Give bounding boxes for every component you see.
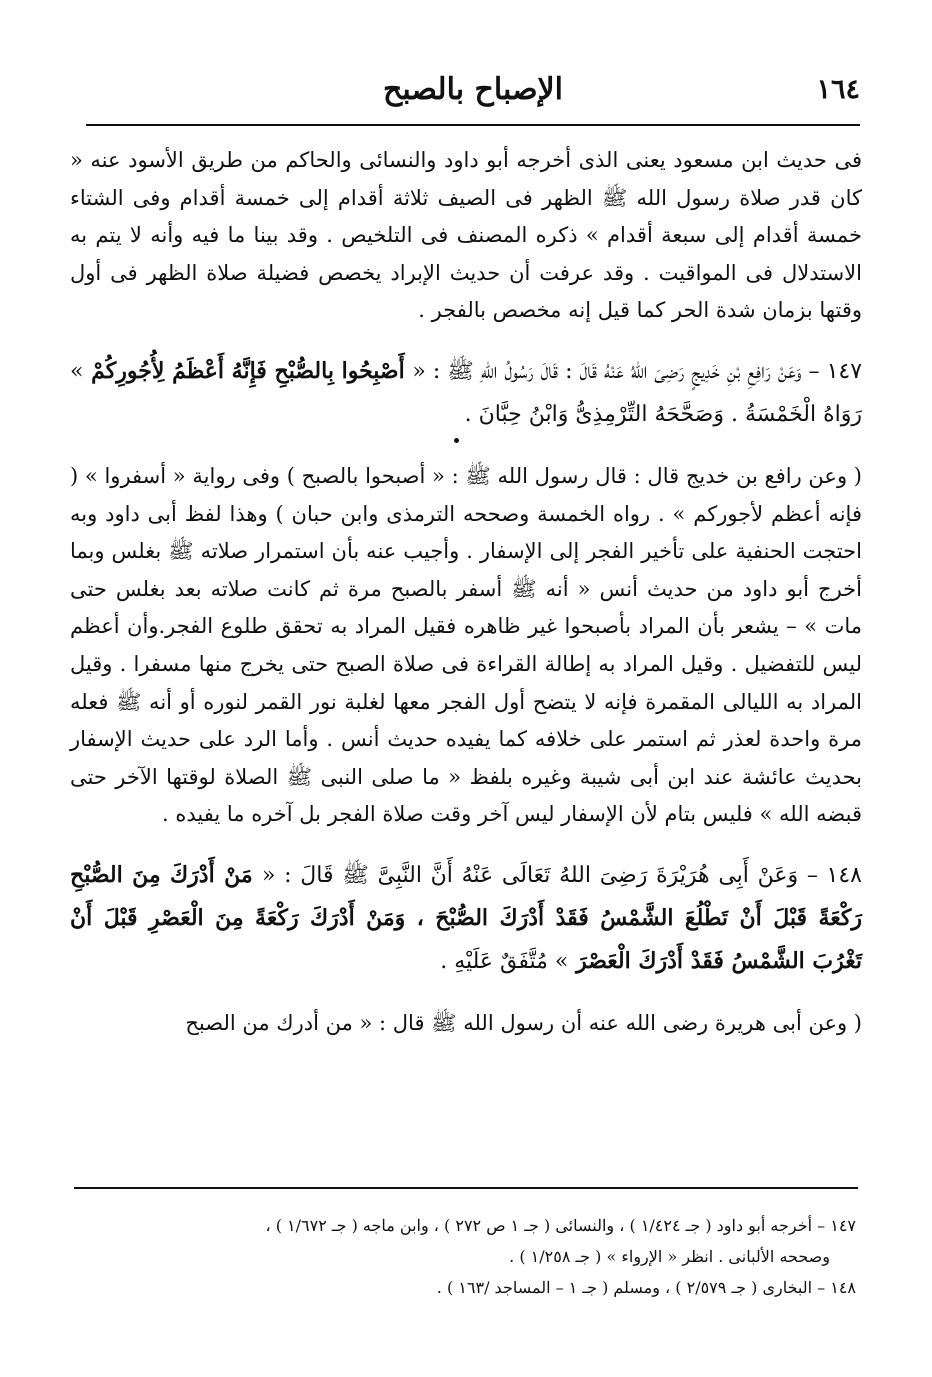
hadith-148-outro: » مُتَّفَقٌ عَلَيْهِ . bbox=[440, 948, 569, 974]
page-number: ١٦٤ bbox=[816, 74, 860, 105]
separator-dot bbox=[70, 436, 862, 458]
running-title: الإصباح بالصبح bbox=[383, 72, 563, 107]
commentary-paragraph-top: فى حديث ابن مسعود يعنى الذى أخرجه أبو داود والنسائى والحاكم من طريق الأسود عنه « كان قدر صلاة رسول الله ﷺ الظهر فى الصيف ثلاثة أقدام إلى خمسة أقدام وفى الشتاء خمسة أقدام إلى سبعة أقدام » ذكره المصنف فى التلخيص . وقد بينا ما فيه وأنه لا يتم به الاستدلال فى المواقيت . وقد عرفت أن حديث الإبراد يخصص فضيلة صلاة الظهر فى أول وقتها بزمان شدة الحر كما قيل إنه مخصص بالفجر . bbox=[70, 148, 862, 323]
footnote-148: ١٤٨ – البخارى ( جـ ٢/٥٧٩ ) ، ومسلم ( جـ ١ – المساجد /١٦٣ ) . bbox=[436, 1278, 856, 1297]
commentary-paragraph-148: ( وعن أبى هريرة رضى الله عنه أن رسول الله ﷺ قال : « من أدرك من الصبح bbox=[185, 1010, 862, 1035]
commentary-paragraph-147: ( وعن رافع بن خديج قال : قال رسول الله ﷺ : « أصبحوا بالصبح ) وفى رواية « أسفروا » ( فإنه أعظم لأجوركم » . رواه الخمسة وصححه الترمذى وابن حبان ) وهذا لفظ أبى داود وبه احتجت الحنفية على تأخير الفجر إلى الإسفار . وأجيب عنه بأن استمرار صلاته ﷺ بغلس وبما أخرج أبو داود من حديث أنس « أنه ﷺ أسفر بالصبح مرة ثم كانت صلاته بعد بغلس حتى مات » – يشعر بأن المراد بأصبحوا غير ظاهره فقيل المراد به تحقق طلوع الفجر.وأن أعظم ليس للتفضيل . وقيل المراد به إطالة القراءة فى صلاة الصبح حتى يخرج منها مسفرا . وقيل المراد به الليالى المقمرة فإنه لا يتضح أول الفجر معها لغلبة نور القمر لنوره أو أنه ﷺ فعله مرة واحدة لعذر ثم استمر على خلافه كما يفيده حديث أنس . وأما الرد على حديث الإسفار بحديث عائشة عند ابن أبى شيبة وغيره بلفظ « ما صلى النبى ﷺ الصلاة لوقتها الآخر حتى قبضه الله » فليس بتام لأن الإسفار ليس آخر وقت صلاة الفجر بل آخره ما يفيده . bbox=[70, 463, 862, 827]
hadith-147-intro: ١٤٧ – وَعَنْ رَافِعِ بْنِ خَدِيجٍ رَضِىَ اللهُ عَنْهُ قَالَ : قَالَ رَسُولُ اللهِ ﷺ : « bbox=[412, 358, 863, 384]
footnote-divider bbox=[74, 1187, 858, 1189]
footnote-147-line-1: ١٤٧ – أخرجه أبو داود ( جـ ١/٤٢٤ ) ، والنسائى ( جـ ١ ص ٢٧٢ ) ، وابن ماجه ( جـ ١/٦٧٢ ) ، bbox=[265, 1216, 856, 1235]
hadith-147 bbox=[70, 350, 862, 436]
footnote-147-line-2: وصححه الألبانى . انظر « الإرواء » ( جـ ١/٢٥٨ ) . bbox=[509, 1247, 830, 1266]
footnotes bbox=[74, 1210, 856, 1303]
hadith-148-intro: ١٤٨ – وَعَنْ أَبِى هُرَيْرَةَ رَضِىَ اللهُ تَعَالَى عَنْهُ أَنَّ النَّبِىَّ ﷺ قَالَ : « bbox=[262, 862, 862, 888]
main-text bbox=[70, 142, 862, 1043]
header-divider bbox=[86, 124, 860, 126]
page-header bbox=[86, 70, 860, 116]
hadith-147-quote: أَصْبِحُوا بِالصُّبْحِ فَإِنَّهُ أَعْظَمُ لِأُجُورِكُمْ bbox=[91, 357, 405, 384]
hadith-148-quote: مَنْ أَدْرَكَ مِنَ الصُّبْحِ رَكْعَةً قَبْلَ أَنْ تَطْلُعَ الشَّمْسُ فَقَدْ أَدْرَكَ الصُّبْحَ ، وَمَنْ أَدْرَكَ رَكْعَةً مِنَ الْعَصْرِ قَبْلَ أَنْ تَغْرُبَ الشَّمْسُ فَقَدْ أَدْرَكَ الْعَصْرَ bbox=[70, 861, 862, 974]
hadith-147-outro: » رَوَاهُ الْخَمْسَةُ . وَصَحَّحَهُ التِّرْمِذِىُّ وَابْنُ حِبَّانَ . bbox=[70, 358, 862, 427]
hadith-148 bbox=[70, 854, 862, 983]
